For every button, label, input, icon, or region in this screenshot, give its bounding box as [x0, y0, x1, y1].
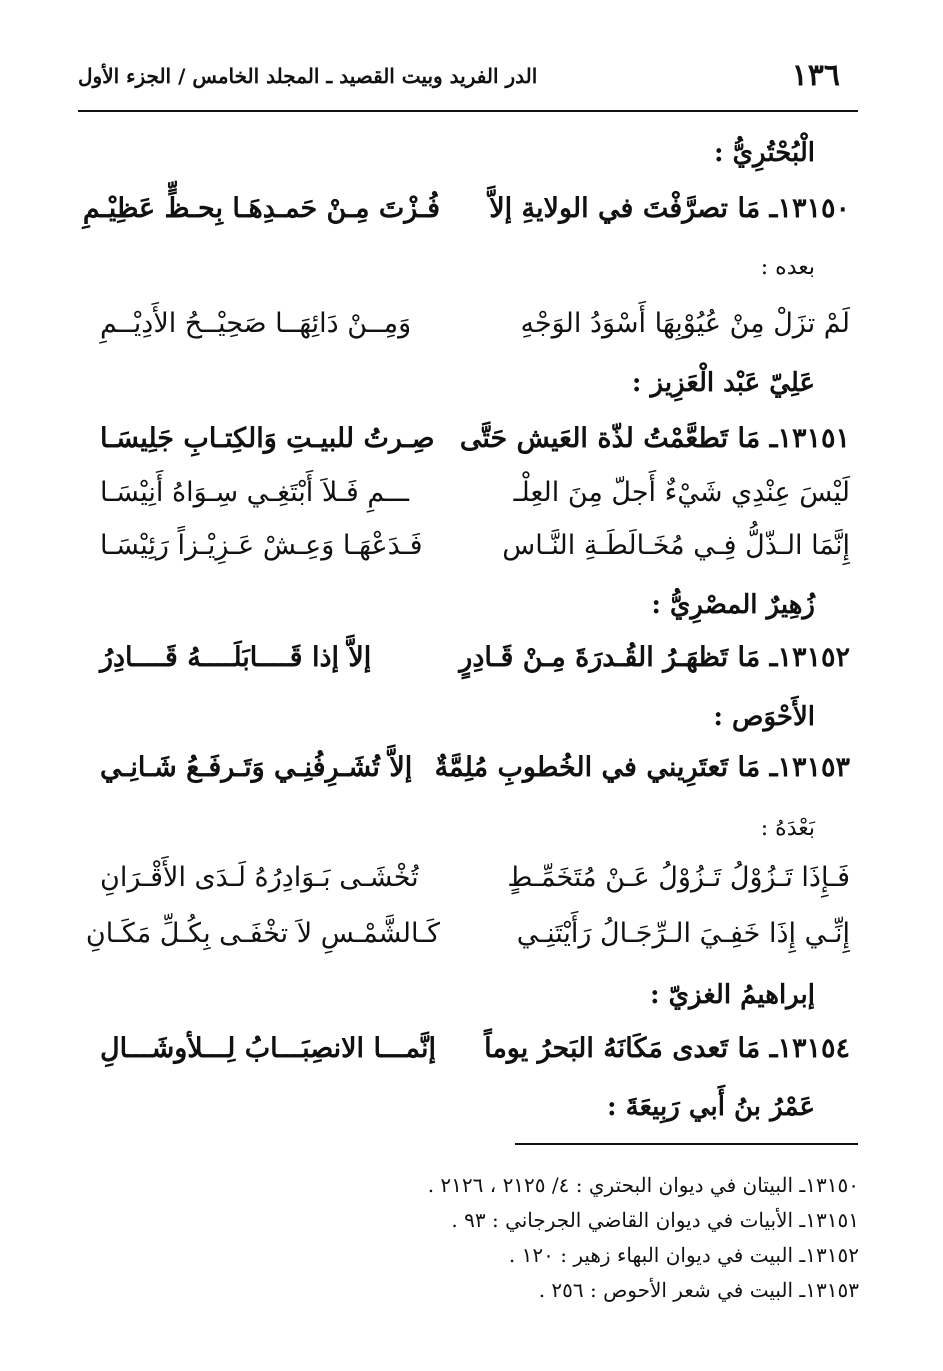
- verse-line: [100, 423, 850, 471]
- verse-line: [100, 862, 850, 910]
- poet-heading: عَمْرُ بنُ أَبي رَبِيعَةَ :: [607, 1092, 815, 1122]
- verse-line: [100, 642, 850, 690]
- verse-first-hemistich: لَيْسَ عِنْدِي شَيْءٌ أَجلّ مِنَ العِلْـ: [513, 477, 850, 508]
- verse-line: [85, 918, 850, 966]
- verse-line: [100, 308, 850, 356]
- after-label: بعده :: [760, 255, 815, 280]
- verse-second-hemistich: كَـالشَّمْـسِ لاَ تخْفَـى بِكُـلِّ مَكَـانِ: [85, 918, 440, 949]
- verse-second-hemistich: تُخْشَـى بَـوَادِرُهُ لَـدَى الأَقْـرَانِ: [100, 862, 419, 893]
- verse-line: [100, 752, 850, 800]
- footnote-line: ١٣١٥٢ـ البيت في ديوان البهاء زهير : ١٢٠ .: [508, 1243, 859, 1267]
- verse-first-hemistich: فَـإِذَا تَـزُوْلُ تَـزُوْلُ عَـنْ مُتَخَمِّـطٍ: [507, 862, 850, 893]
- verse-second-hemistich: إنَّمـــا الانصِبَـــابُ لِـــلأوشَـــالِ: [100, 1033, 437, 1064]
- verse-second-hemistich: فَـدَعْهَـا وَعِـشْ عَـزِيْـزاً رَئِيْسَـا: [100, 530, 423, 561]
- verse-second-hemistich: فُـزْتَ مِـنْ حَمـدِهَـا بِحـظٍّ عَظِيْـمِ: [82, 193, 440, 224]
- poet-heading: الْبُحْتُرِيُّ :: [714, 138, 815, 168]
- verse-second-hemistich: وَمِــنْ دَائِهَــا صَحِيْــحُ الأَدِيْــمِ: [100, 308, 412, 339]
- verse-line: [100, 1033, 850, 1081]
- footnote-line: ١٣١٥٣ـ البيت في شعر الأحوص : ٢٥٦ .: [538, 1278, 859, 1302]
- footnote-line: ١٣١٥٠ـ البيتان في ديوان البحتري : ٤/ ٢١٢٥ ، ٢١٢٦ .: [427, 1173, 859, 1197]
- verse-first-hemistich: ١٣١٥٣ـ مَا تَعتَرِيني في الخُطوبِ مُلِمَّةٌ: [434, 752, 850, 783]
- verse-first-hemistich: ١٣١٥١ـ مَا تَطعَّمْتُ لذّة العَيش حَتَّى: [459, 423, 850, 454]
- poet-heading: زُهِيرٌ المصْرِيُّ :: [651, 590, 815, 620]
- poet-heading: الأَحْوَص :: [713, 702, 815, 732]
- after-label: بَعْدَهُ :: [760, 816, 815, 841]
- verse-first-hemistich: ١٣١٥٢ـ مَا تَظهَـرُ القُـدرَةَ مِـنْ قَـادِرٍ: [459, 642, 850, 673]
- footnote-line: ١٣١٥١ـ الأبيات في ديوان القاضي الجرجاني : ٩٣ .: [451, 1208, 859, 1232]
- verse-second-hemistich: صِـرتُ للبيـتِ وَالكِتـابِ جَلِيسَـا: [100, 423, 435, 454]
- verse-second-hemistich: إلاَّ إذا قَــــابَلَــــهُ قَــــادِرُ: [100, 642, 372, 673]
- verse-first-hemistich: ١٣١٥٤ـ مَا تَعدى مَكَانَهُ البَحرُ يوماً: [484, 1033, 850, 1064]
- verse-first-hemistich: إِنَّمَا الـذّلُّ فِـي مُخَـالَطَـةِ النَّـاس: [502, 530, 850, 561]
- header-divider: [78, 110, 858, 112]
- verse-second-hemistich: ـــمِ فَـلاَ أَبْتَغِـي سِـوَاهُ أَنِيْسَـا: [100, 477, 410, 508]
- verse-second-hemistich: إلاَّ تُشَـرِفُنِـي وَتَـرفَـعُ شَـانِـي: [100, 752, 413, 783]
- running-title: الدر الفريد وبيت القصيد ـ المجلد الخامس / الجزء الأول: [78, 64, 538, 88]
- page-header: [78, 56, 858, 106]
- verse-line: [100, 477, 850, 525]
- verse-first-hemistich: إِنِّـي إِذَا خَفِـيَ الـرِّجَـالُ رَأَيْتَنِـي: [516, 918, 850, 949]
- verse-line: [82, 193, 850, 241]
- verse-line: [100, 530, 850, 578]
- verse-first-hemistich: ١٣١٥٠ـ مَا تصرَّفْتَ في الولايةِ إلاَّ: [489, 193, 850, 224]
- page-number: ١٣٦: [791, 58, 840, 93]
- poet-heading: إبراهيمُ الغزيّ :: [650, 980, 815, 1010]
- verse-first-hemistich: لَمْ تزَلْ مِنْ عُيُوْبِهَا أَسْوَدُ الوَجْهِ: [520, 308, 850, 339]
- poet-heading: عَلِيّ عَبْد الْعَزِيز :: [631, 368, 815, 398]
- footnote-divider: [515, 1143, 858, 1145]
